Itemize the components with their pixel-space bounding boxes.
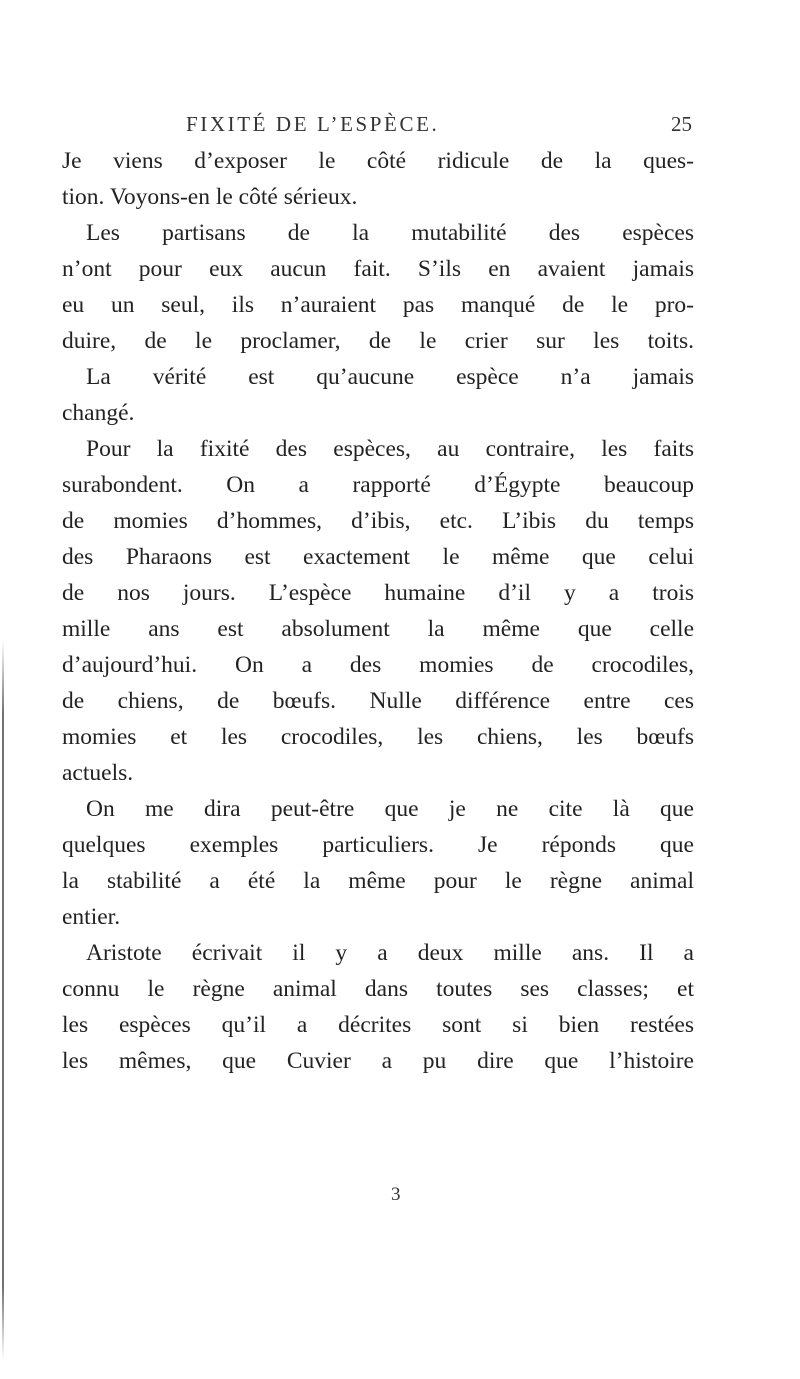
text-line: d’aujourd’hui. On a des momies de crocodiles,: [62, 652, 694, 678]
text-line: des Pharaons est exactement le même que celui: [62, 544, 694, 570]
signature-mark: 3: [391, 1184, 401, 1205]
page-number: 25: [671, 112, 692, 136]
text-line: eu un seul, ils n’auraient pas manqué de le pro-: [62, 292, 694, 318]
text-line: de chiens, de bœufs. Nulle différence entre ces: [62, 688, 694, 714]
text-line: n’ont pour eux aucun fait. S’ils en avaient jamais: [62, 256, 694, 282]
text-line: connu le règne animal dans toutes ses classes; et: [62, 976, 694, 1002]
body-text: [62, 143, 694, 1079]
running-title: FIXITÉ DE L’ESPÈCE.: [186, 112, 440, 136]
text-line: surabondent. On a rapporté d’Égypte beaucoup: [62, 472, 694, 498]
text-line: actuels.: [62, 760, 134, 786]
page-header: [186, 112, 692, 142]
text-line: Pour la fixité des espèces, au contraire, les faits: [86, 436, 694, 462]
text-line: les mêmes, que Cuvier a pu dire que l’histoire: [62, 1048, 694, 1074]
text-line: Je viens d’exposer le côté ridicule de la ques-: [62, 148, 694, 174]
text-line: On me dira peut-être que je ne cite là que: [86, 796, 694, 822]
text-line: quelques exemples particuliers. Je réponds que: [62, 832, 694, 858]
page-edge-shadow: [2, 640, 4, 1360]
text-line: Les partisans de la mutabilité des espèces: [86, 220, 694, 246]
text-line: les espèces qu’il a décrites sont si bien restées: [62, 1012, 694, 1038]
text-line: Aristote écrivait il y a deux mille ans. Il a: [86, 940, 694, 966]
text-line: entier.: [62, 904, 121, 930]
text-line: tion. Voyons-en le côté sérieux.: [62, 184, 358, 210]
text-line: momies et les crocodiles, les chiens, les bœufs: [62, 724, 694, 750]
text-line: La vérité est qu’aucune espèce n’a jamais: [86, 364, 694, 390]
text-line: mille ans est absolument la même que celle: [62, 616, 694, 642]
text-line: la stabilité a été la même pour le règne animal: [62, 868, 694, 894]
text-line: de nos jours. L’espèce humaine d’il y a trois: [62, 580, 694, 606]
text-line: de momies d’hommes, d’ibis, etc. L’ibis du temps: [62, 508, 694, 534]
text-line: duire, de le proclamer, de le crier sur les toits.: [62, 328, 694, 354]
text-line: changé.: [62, 400, 135, 426]
